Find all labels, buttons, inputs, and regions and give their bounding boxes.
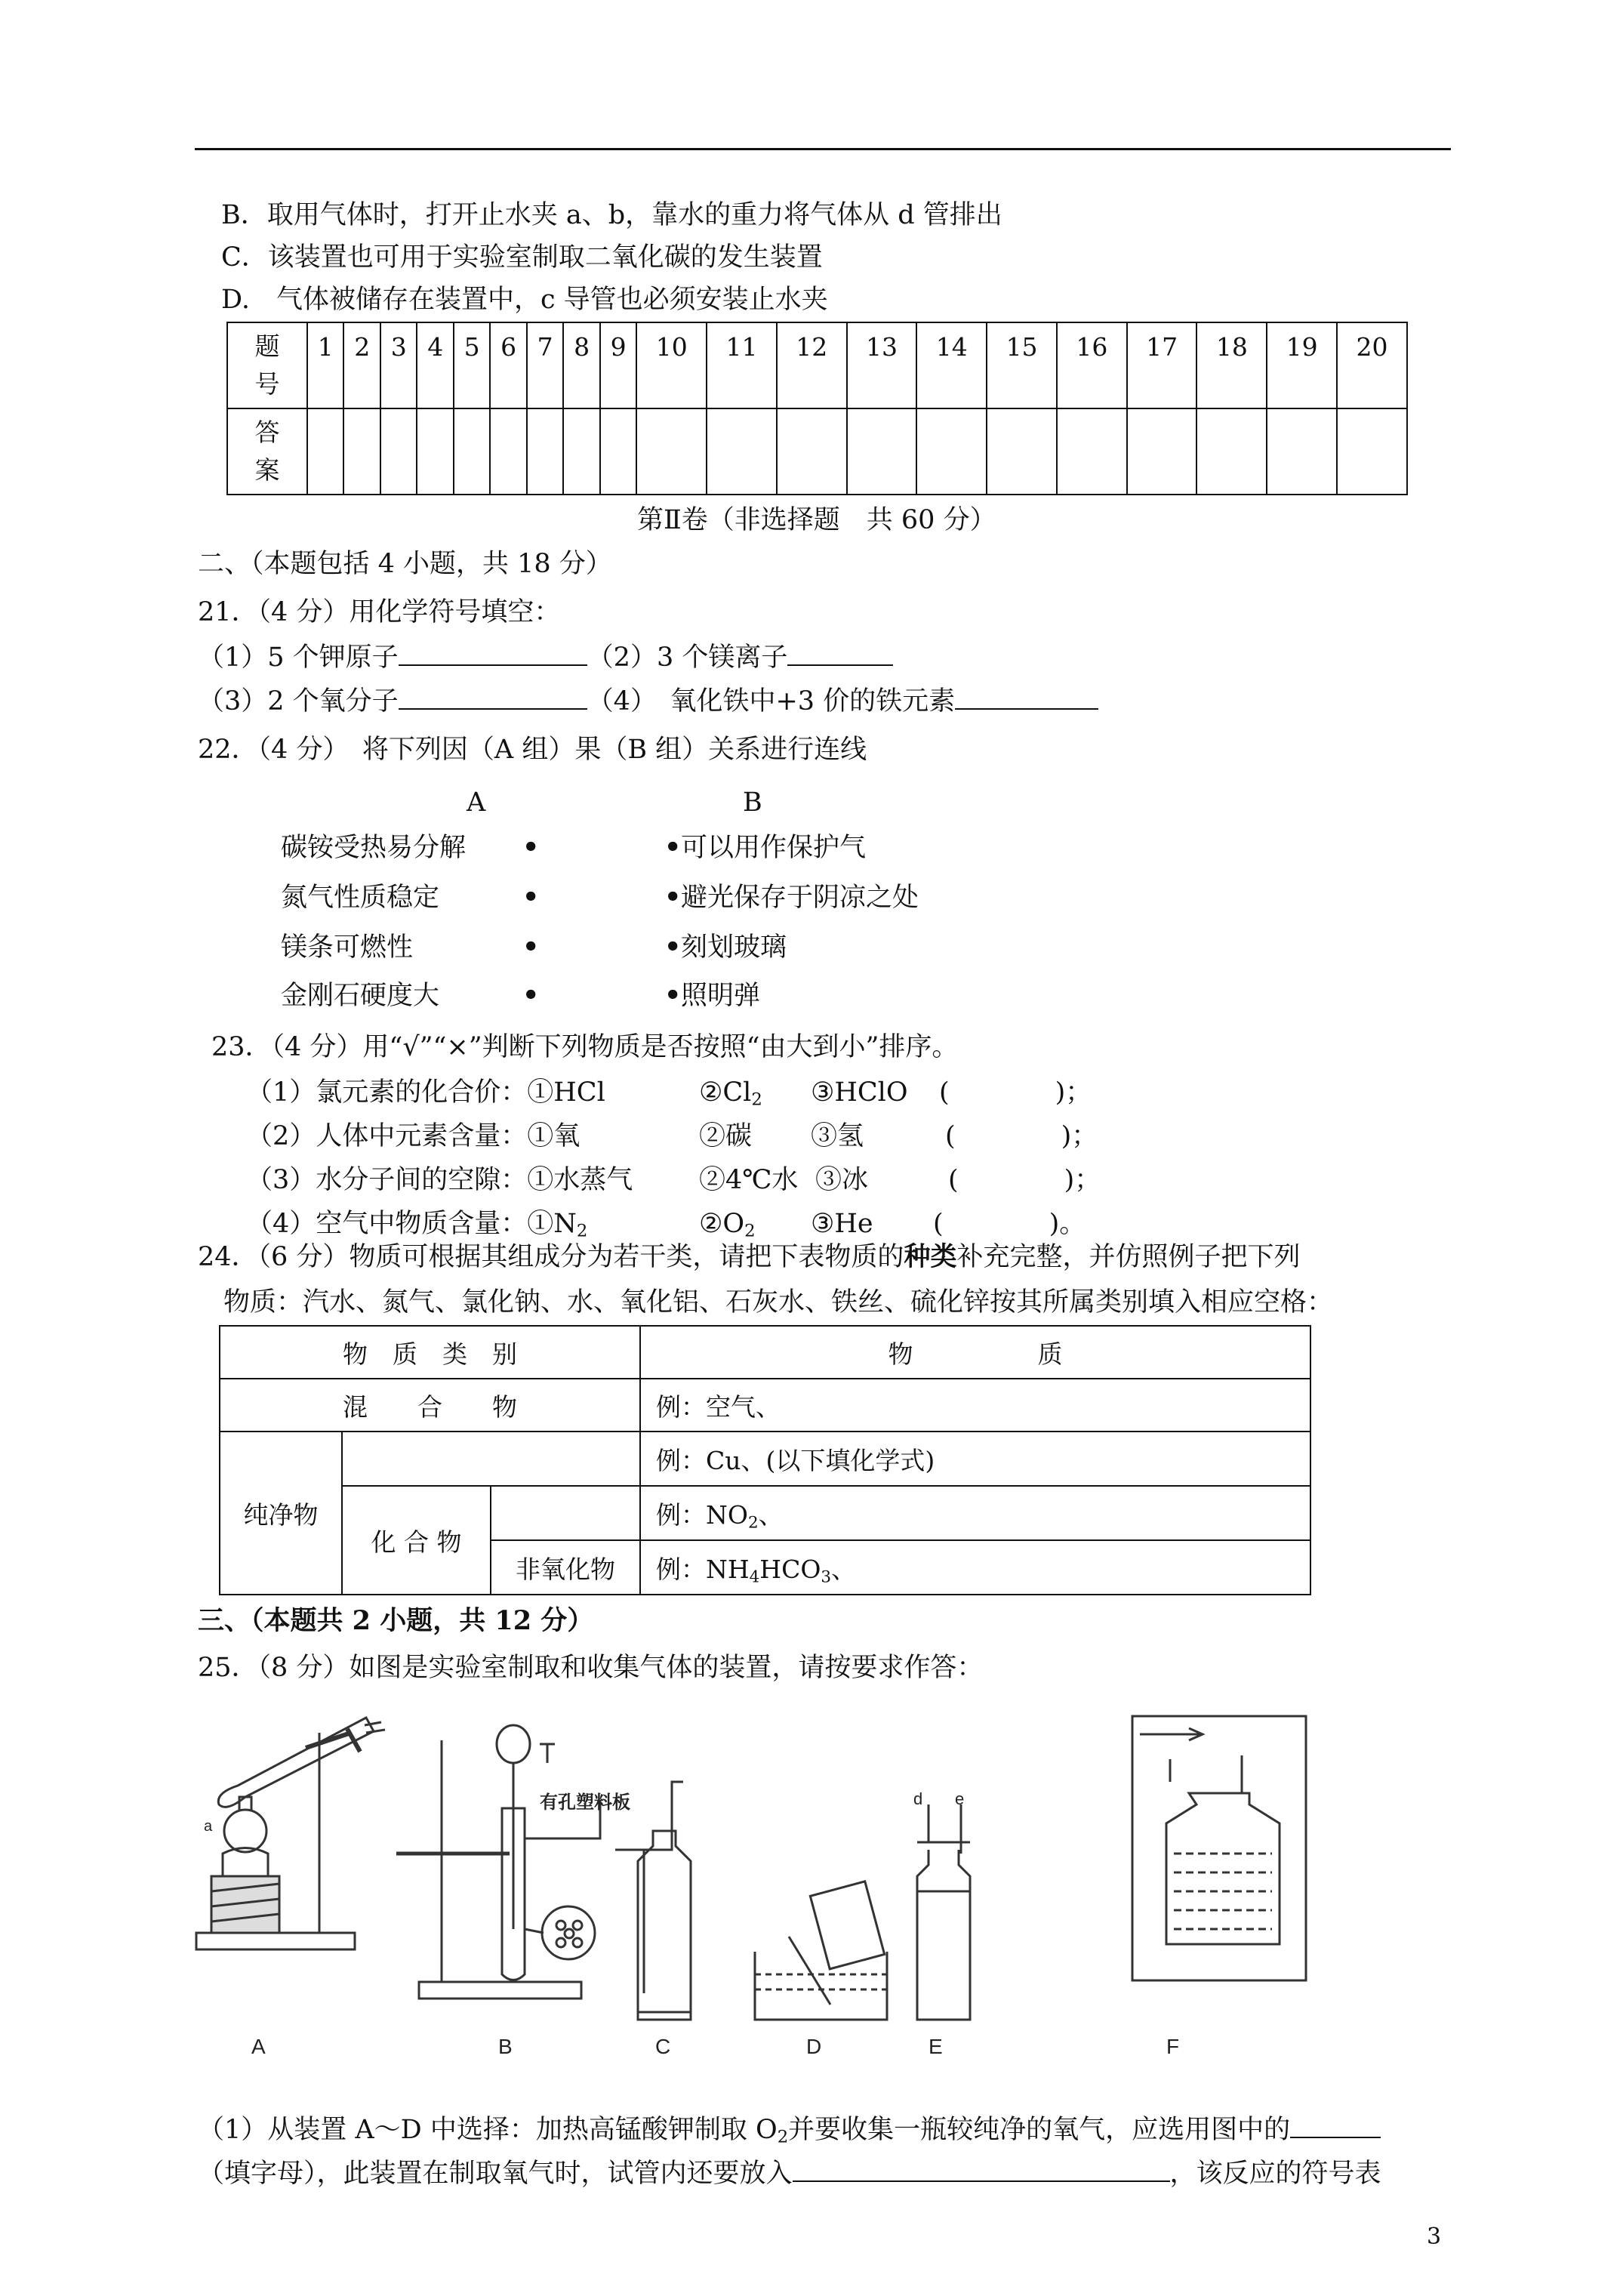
answer-cell-16[interactable] [1057,408,1127,495]
number-cell: 11 [707,322,777,408]
small-label-a: a [204,1818,213,1835]
label: 、 [831,1554,857,1584]
head-substance: 物 质 [640,1326,1310,1379]
answer-cell-7[interactable] [527,408,563,495]
number-cell: 14 [916,322,987,408]
answer-cell-18[interactable] [1196,408,1267,495]
number-cell: 5 [454,322,490,408]
small-label-e: e [955,1789,965,1808]
answer-cell-19[interactable] [1267,408,1337,495]
number-cell: 18 [1196,322,1267,408]
oxide-example[interactable] [640,1486,1310,1540]
number-cell: 2 [343,322,380,408]
label: 、 [758,1499,784,1530]
head-char: 案 [254,455,280,485]
volume2-title: 第Ⅱ卷（非选择题 共 60 分） [637,505,996,535]
q23-answer-4[interactable]: ( )。 [933,1209,1086,1239]
answer-cell-20[interactable] [1337,408,1407,495]
compound-label: 化 合 物 [342,1486,491,1595]
small-label-d: d [913,1789,923,1808]
q25-text: ，该反应的符号表 [1169,2159,1381,2189]
q22-b-item: 照明弹 [681,981,761,1011]
label: HCO [759,1554,821,1584]
label-f: F [1166,2035,1180,2058]
q25-title: 25．（8 分）如图是实验室制取和收集气体的装置，请按要求作答： [198,1653,984,1683]
classification-table [219,1325,1311,1595]
label-d: D [806,2035,822,2058]
q23-l2b: ②碳 [699,1121,753,1151]
answer-table-number-row [227,322,1407,408]
answer-table-head-answer [227,408,307,495]
q22-dot-b3[interactable]: • [664,932,682,963]
answer-cell-4[interactable] [417,408,453,495]
q23-l4a [246,1207,587,1241]
option-d: D. 气体被储存在装置中，c 导管也必须安装止水夹 [221,285,828,315]
q24-title-post: 补充完整，并仿照例子把下列 [956,1242,1301,1272]
q23-answer-2[interactable]: ( )； [945,1121,1098,1151]
answer-cell-12[interactable] [777,408,847,495]
q25-q1-line2 [198,2156,1381,2191]
q21-p1: （1）5 个钾原子 [198,643,399,673]
mixture-label: 混 合 物 [220,1379,640,1432]
number-cell: 17 [1127,322,1197,408]
number-cell: 7 [527,322,563,408]
option-c: C．该装置也可用于实验室制取二氧化碳的发生装置 [221,242,823,273]
answer-cell-2[interactable] [343,408,380,495]
q22-a-item: 金刚石硬度大 [281,981,440,1011]
q21-blank-4[interactable] [955,686,1098,710]
answer-cell-9[interactable] [600,408,636,495]
subscript: 3 [821,1567,832,1586]
answer-table [226,322,1408,495]
q22-dot-a1[interactable]: • [522,832,540,863]
formula: ②O [699,1209,745,1239]
q21-line2 [198,684,1098,719]
q24-title-pre: 24．（6 分）物质可根据其组成分为若干类，请把下表物质的 [198,1242,904,1272]
answer-cell-6[interactable] [490,408,526,495]
class-oxide-row [220,1486,1310,1540]
q21-blank-1[interactable] [399,642,587,666]
section2-heading: 二、（本题包括 4 小题，共 18 分） [198,549,612,579]
q22-dot-b2[interactable]: • [664,882,682,913]
q23-title: 23．（4 分）用“√”“×”判断下列物质是否按照“由大到小”排序。 [211,1032,959,1062]
label: 例：NH [656,1554,750,1584]
q23-l4b [699,1207,756,1241]
head-char: 答 [254,418,280,447]
number-cell: 6 [490,322,526,408]
mixture-example[interactable]: 例：空气、 [640,1379,1310,1432]
answer-cell-11[interactable] [707,408,777,495]
answer-cell-15[interactable] [987,408,1057,495]
q24-title-bold: 种类 [904,1241,957,1272]
number-cell: 10 [636,322,707,408]
apparatus-c [615,1782,691,2020]
head-char: 号 [254,369,280,399]
nonoxide-label: 非氧化物 [491,1540,640,1595]
q22-a-item: 碳铵受热易分解 [281,833,467,863]
answer-table-head-number [227,322,307,408]
subscript: 2 [576,1221,588,1241]
answer-cell-8[interactable] [563,408,599,495]
number-cell: 19 [1267,322,1337,408]
q22-a-item: 氮气性质稳定 [281,883,440,913]
answer-cell-14[interactable] [916,408,987,495]
nonoxide-example[interactable] [640,1540,1310,1595]
head-category: 物 质 类 别 [220,1326,640,1379]
q23-l3b: ②4℃水 [699,1165,799,1195]
number-cell: 13 [847,322,917,408]
q25-blank-2[interactable] [793,2158,1170,2182]
class-mixture-row [220,1379,1310,1432]
plate-label: 有孔塑料板 [540,1792,630,1813]
number-cell: 8 [563,322,599,408]
q23-l4c: ③He [811,1209,873,1239]
answer-table-answer-row [227,408,1407,495]
q22-b-item: 刻划玻璃 [681,932,787,963]
apparatus-a [196,1718,385,1949]
number-cell: 3 [380,322,417,408]
head-char: 题 [254,331,280,361]
q22-dot-a3[interactable]: • [522,932,540,963]
q21-line1 [198,640,893,675]
number-cell: 15 [987,322,1057,408]
apparatus-d [755,1881,887,2020]
subscript: 4 [749,1567,760,1586]
label-c: C [655,2035,671,2058]
pure-label: 纯净物 [220,1432,342,1595]
class-head-row [220,1326,1310,1379]
subscript: 2 [751,1089,762,1110]
q21-blank-2[interactable] [787,642,893,666]
q25-text: （填字母），此装置在制取氧气时，试管内还要放入 [198,2159,793,2189]
section3-heading: 三、（本题共 2 小题，共 12 分） [198,1605,594,1636]
q21-title: 21．（4 分）用化学符号填空： [198,597,561,627]
apparatus-e [917,1804,970,2020]
q24-line2: 物质：汽水、氮气、氯化钠、水、氧化铝、石灰水、铁丝、硫化锌按其所属类别填入相应空格： [223,1287,1334,1318]
page-number: 3 [1427,2224,1442,2250]
label-e: E [929,2035,943,2058]
oxide-category-blank[interactable] [491,1486,640,1540]
label-b: B [498,2035,513,2058]
number-cell: 12 [777,322,847,408]
number-cell: 16 [1057,322,1127,408]
answer-cell-10[interactable] [636,408,707,495]
apparatus-b [396,1725,600,1999]
q25-text: 并要收集一瓶较纯净的氧气，应选用图中的 [788,2115,1291,2145]
q22-b-item: 避光保存于阴凉之处 [681,883,919,913]
class-element-row [220,1432,1310,1486]
q24-title [198,1240,1300,1274]
q21-blank-3[interactable] [399,686,587,710]
q23-l2c: ③氢 [811,1121,864,1151]
number-cell: 4 [417,322,453,408]
label: 例：NO [656,1499,748,1530]
answer-cell-3[interactable] [380,408,417,495]
answer-cell-1[interactable] [307,408,343,495]
apparatus-f [1132,1716,1306,1980]
label-a: A [251,2035,266,2058]
number-cell: 1 [307,322,343,408]
apparatus-figure [192,1703,1325,2073]
q23-l3c: ③冰 [815,1165,869,1195]
q25-text: （1）从装置 A～D 中选择：加热高锰酸钾制取 O [198,2115,778,2145]
q23-l3a: （3）水分子间的空隙：①水蒸气 [246,1165,633,1195]
q22-head-b: B [743,787,762,818]
element-category-blank[interactable] [342,1432,640,1486]
header-rule [195,148,1451,150]
q21-p3: （3）2 个氧分子 [198,686,399,717]
q25-q1-line1 [198,2113,1381,2147]
subscript: 2 [744,1221,756,1241]
element-example[interactable]: 例：Cu、(以下填化学式) [640,1432,1310,1486]
q22-dot-b1[interactable]: • [664,832,682,863]
formula: ②Cl [699,1077,752,1108]
q23-l2a: （2）人体中元素含量：①氧 [246,1121,581,1151]
number-cell: 9 [600,322,636,408]
q22-head-a: A [467,787,486,818]
q23-l1a: （1）氯元素的化合价：①HCl [246,1077,605,1108]
q23-answer-3[interactable]: ( )； [948,1165,1101,1195]
option-b: B．取用气体时，打开止水夹 a、b，靠水的重力将气体从 d 管排出 [221,200,1002,230]
q22-title: 22．（4 分） 将下列因（A 组）果（B 组）关系进行连线 [198,735,867,765]
q22-dot-a2[interactable]: • [522,882,540,913]
q21-p4: （4） 氧化铁中+3 价的铁元素 [587,686,956,717]
q23-l1c: ③HClO [811,1077,908,1108]
subscript: 2 [747,1512,759,1532]
q23-l1b [699,1075,762,1110]
q23-answer-1[interactable]: ( )； [939,1077,1092,1108]
q22-dot-b4[interactable]: • [664,980,682,1011]
q22-b-item: 可以用作保护气 [681,833,867,863]
answer-cell-5[interactable] [454,408,490,495]
answer-cell-13[interactable] [847,408,917,495]
q22-a-item: 镁条可燃性 [281,932,414,963]
q25-blank-1[interactable] [1290,2114,1381,2138]
q22-dot-a4[interactable]: • [522,980,540,1011]
label: （4）空气中物质含量：①N [246,1209,577,1239]
q21-p2: （2）3 个镁离子 [587,643,788,673]
subscript: 2 [777,2127,789,2147]
answer-cell-17[interactable] [1127,408,1197,495]
number-cell: 20 [1337,322,1407,408]
